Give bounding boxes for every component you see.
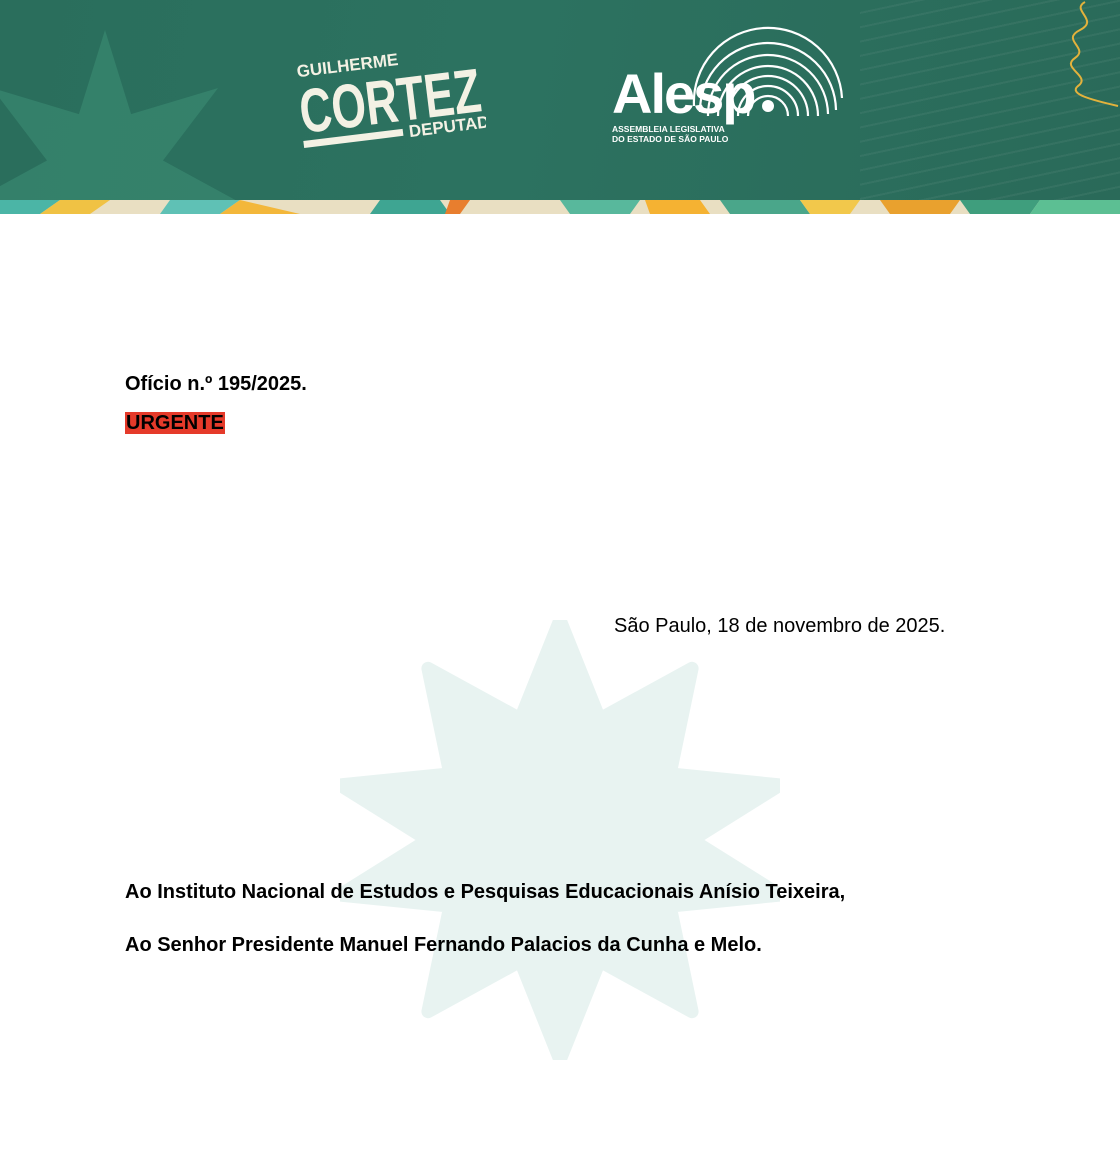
decorative-star-shape — [0, 30, 250, 200]
alesp-subtitle-line1: ASSEMBLEIA LEGISLATIVA — [612, 124, 725, 134]
letterhead-header — [0, 0, 1120, 200]
decorative-pattern-strip — [0, 200, 1120, 214]
oficio-number: Ofício n.º 195/2025. — [125, 373, 307, 395]
recipient-person: Ao Senhor Presidente Manuel Fernando Palacios da Cunha e Melo. — [125, 934, 762, 956]
guilherme-cortez-logo — [296, 26, 486, 158]
logo-role: DEPUTADO — [407, 110, 486, 142]
alesp-subtitle-line2: DO ESTADO DE SÃO PAULO — [612, 134, 729, 144]
recipient-institution: Ao Instituto Nacional de Estudos e Pesquisas Educacionais Anísio Teixeira, — [125, 881, 846, 903]
alesp-wordmark: Alesp — [612, 62, 755, 125]
place-and-date: São Paulo, 18 de novembro de 2025. — [614, 615, 946, 637]
urgent-badge: URGENTE — [126, 412, 224, 434]
decorative-squiggle — [1030, 0, 1120, 110]
logo-last-name: CORTEZ — [296, 47, 486, 148]
logo-first-name: GUILHERME — [296, 49, 400, 82]
watermark-star-icon — [340, 620, 780, 1060]
urgent-line — [125, 411, 225, 435]
alesp-subtitle — [612, 124, 728, 144]
alesp-logo — [608, 26, 848, 148]
